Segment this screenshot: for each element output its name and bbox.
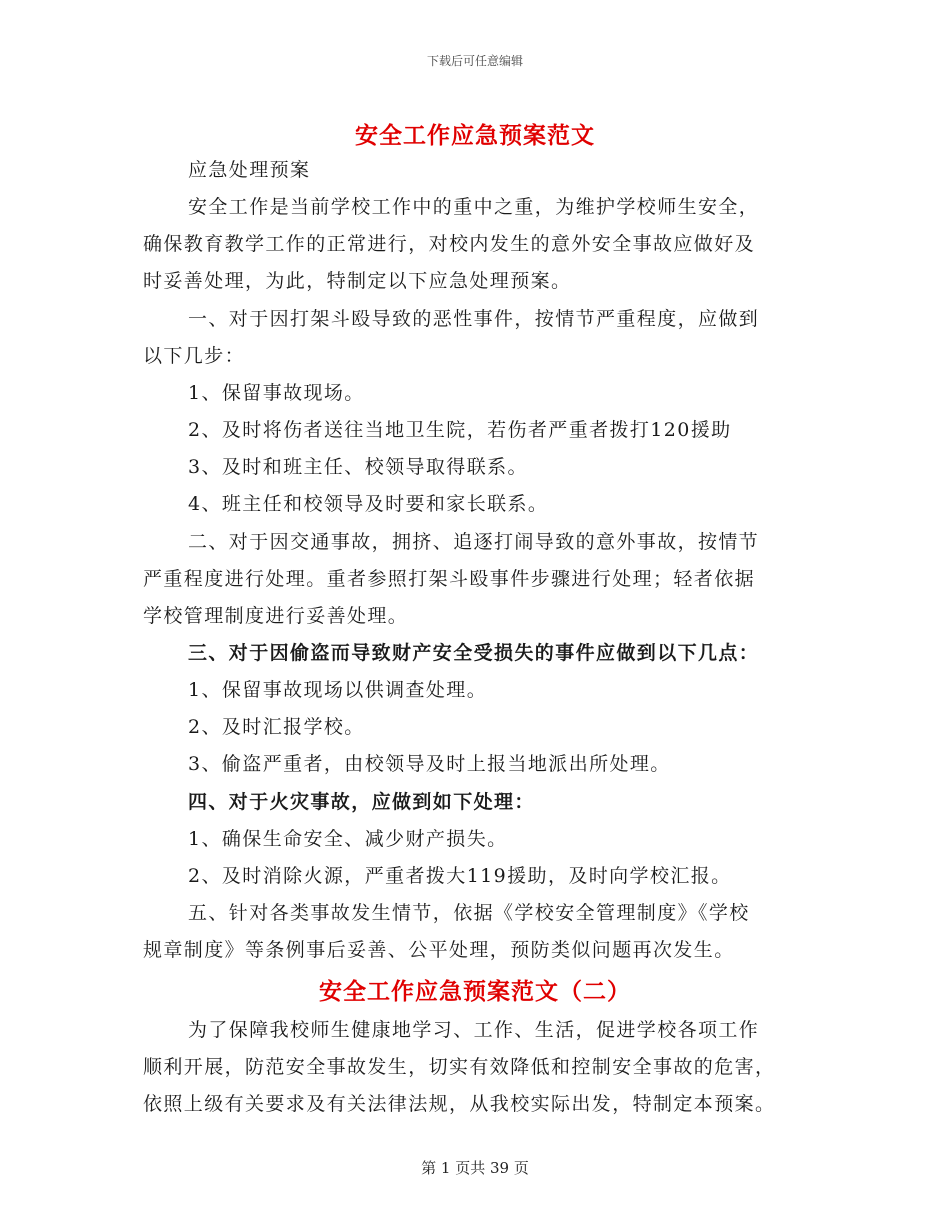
list-item: 2、及时消除火源，严重者拨大119援助，及时向学校汇报。 bbox=[188, 865, 732, 887]
list-item: 2、及时汇报学校。 bbox=[188, 716, 365, 738]
section-heading-5: 五、针对各类事故发生情节，依据《学校安全管理制度》《学校 bbox=[188, 902, 750, 924]
paragraph-line: 为了保障我校师生健康地学习、工作、生活，促进学校各项工作 bbox=[188, 1019, 760, 1041]
paragraph-line: 以下几步： bbox=[143, 345, 246, 367]
list-item: 1、确保生命安全、减少财产损失。 bbox=[188, 828, 508, 850]
paragraph-line: 学校管理制度进行妥善处理。 bbox=[143, 605, 409, 627]
paragraph-line: 时妥善处理，为此，特制定以下应急处理预案。 bbox=[143, 270, 572, 292]
section-heading-2: 二、对于因交通事故，拥挤、追逐打闹导致的意外事故，按情节 bbox=[188, 531, 760, 553]
paragraph-line: 依照上级有关要求及有关法律法规，从我校实际出发，特制定本预案。 bbox=[143, 1093, 776, 1115]
list-item: 2、及时将伤者送往当地卫生院，若伤者严重者拨打120援助 bbox=[188, 419, 732, 441]
section-heading-4: 四、对于火灾事故，应做到如下处理： bbox=[188, 791, 535, 813]
paragraph-line: 顺利开展，防范安全事故发生，切实有效降低和控制安全事故的危害， bbox=[143, 1056, 776, 1078]
subtitle: 应急处理预案 bbox=[188, 159, 311, 181]
section-heading-1: 一、对于因打架斗殴导致的恶性事件，按情节严重程度，应做到 bbox=[188, 308, 760, 330]
paragraph-line: 确保教育教学工作的正常进行，对校内发生的意外安全事故应做好及 bbox=[143, 233, 756, 255]
list-item: 4、班主任和校领导及时要和家长联系。 bbox=[188, 493, 549, 515]
list-item: 1、保留事故现场以供调查处理。 bbox=[188, 679, 488, 701]
list-item: 3、偷盗严重者，由校领导及时上报当地派出所处理。 bbox=[188, 753, 671, 775]
document-title: 安全工作应急预案范文 bbox=[355, 122, 595, 149]
list-item: 3、及时和班主任、校领导取得联系。 bbox=[188, 456, 528, 478]
list-item: 1、保留事故现场。 bbox=[188, 382, 365, 404]
paragraph-line: 严重程度进行处理。重者参照打架斗殴事件步骤进行处理；轻者依据 bbox=[143, 568, 756, 590]
page-footer: 第 1 页共 39 页 bbox=[421, 1159, 529, 1177]
section-heading-3: 三、对于因偷盗而导致财产安全受损失的事件应做到以下几点： bbox=[188, 642, 760, 664]
paragraph-line: 安全工作是当前学校工作中的重中之重，为维护学校师生安全， bbox=[188, 196, 760, 218]
section-title-2: 安全工作应急预案范文（二） bbox=[319, 978, 631, 1005]
paragraph-line: 规章制度》等条例事后妥善、公平处理，预防类似问题再次发生。 bbox=[143, 939, 735, 961]
page-header: 下载后可任意编辑 bbox=[426, 54, 523, 68]
